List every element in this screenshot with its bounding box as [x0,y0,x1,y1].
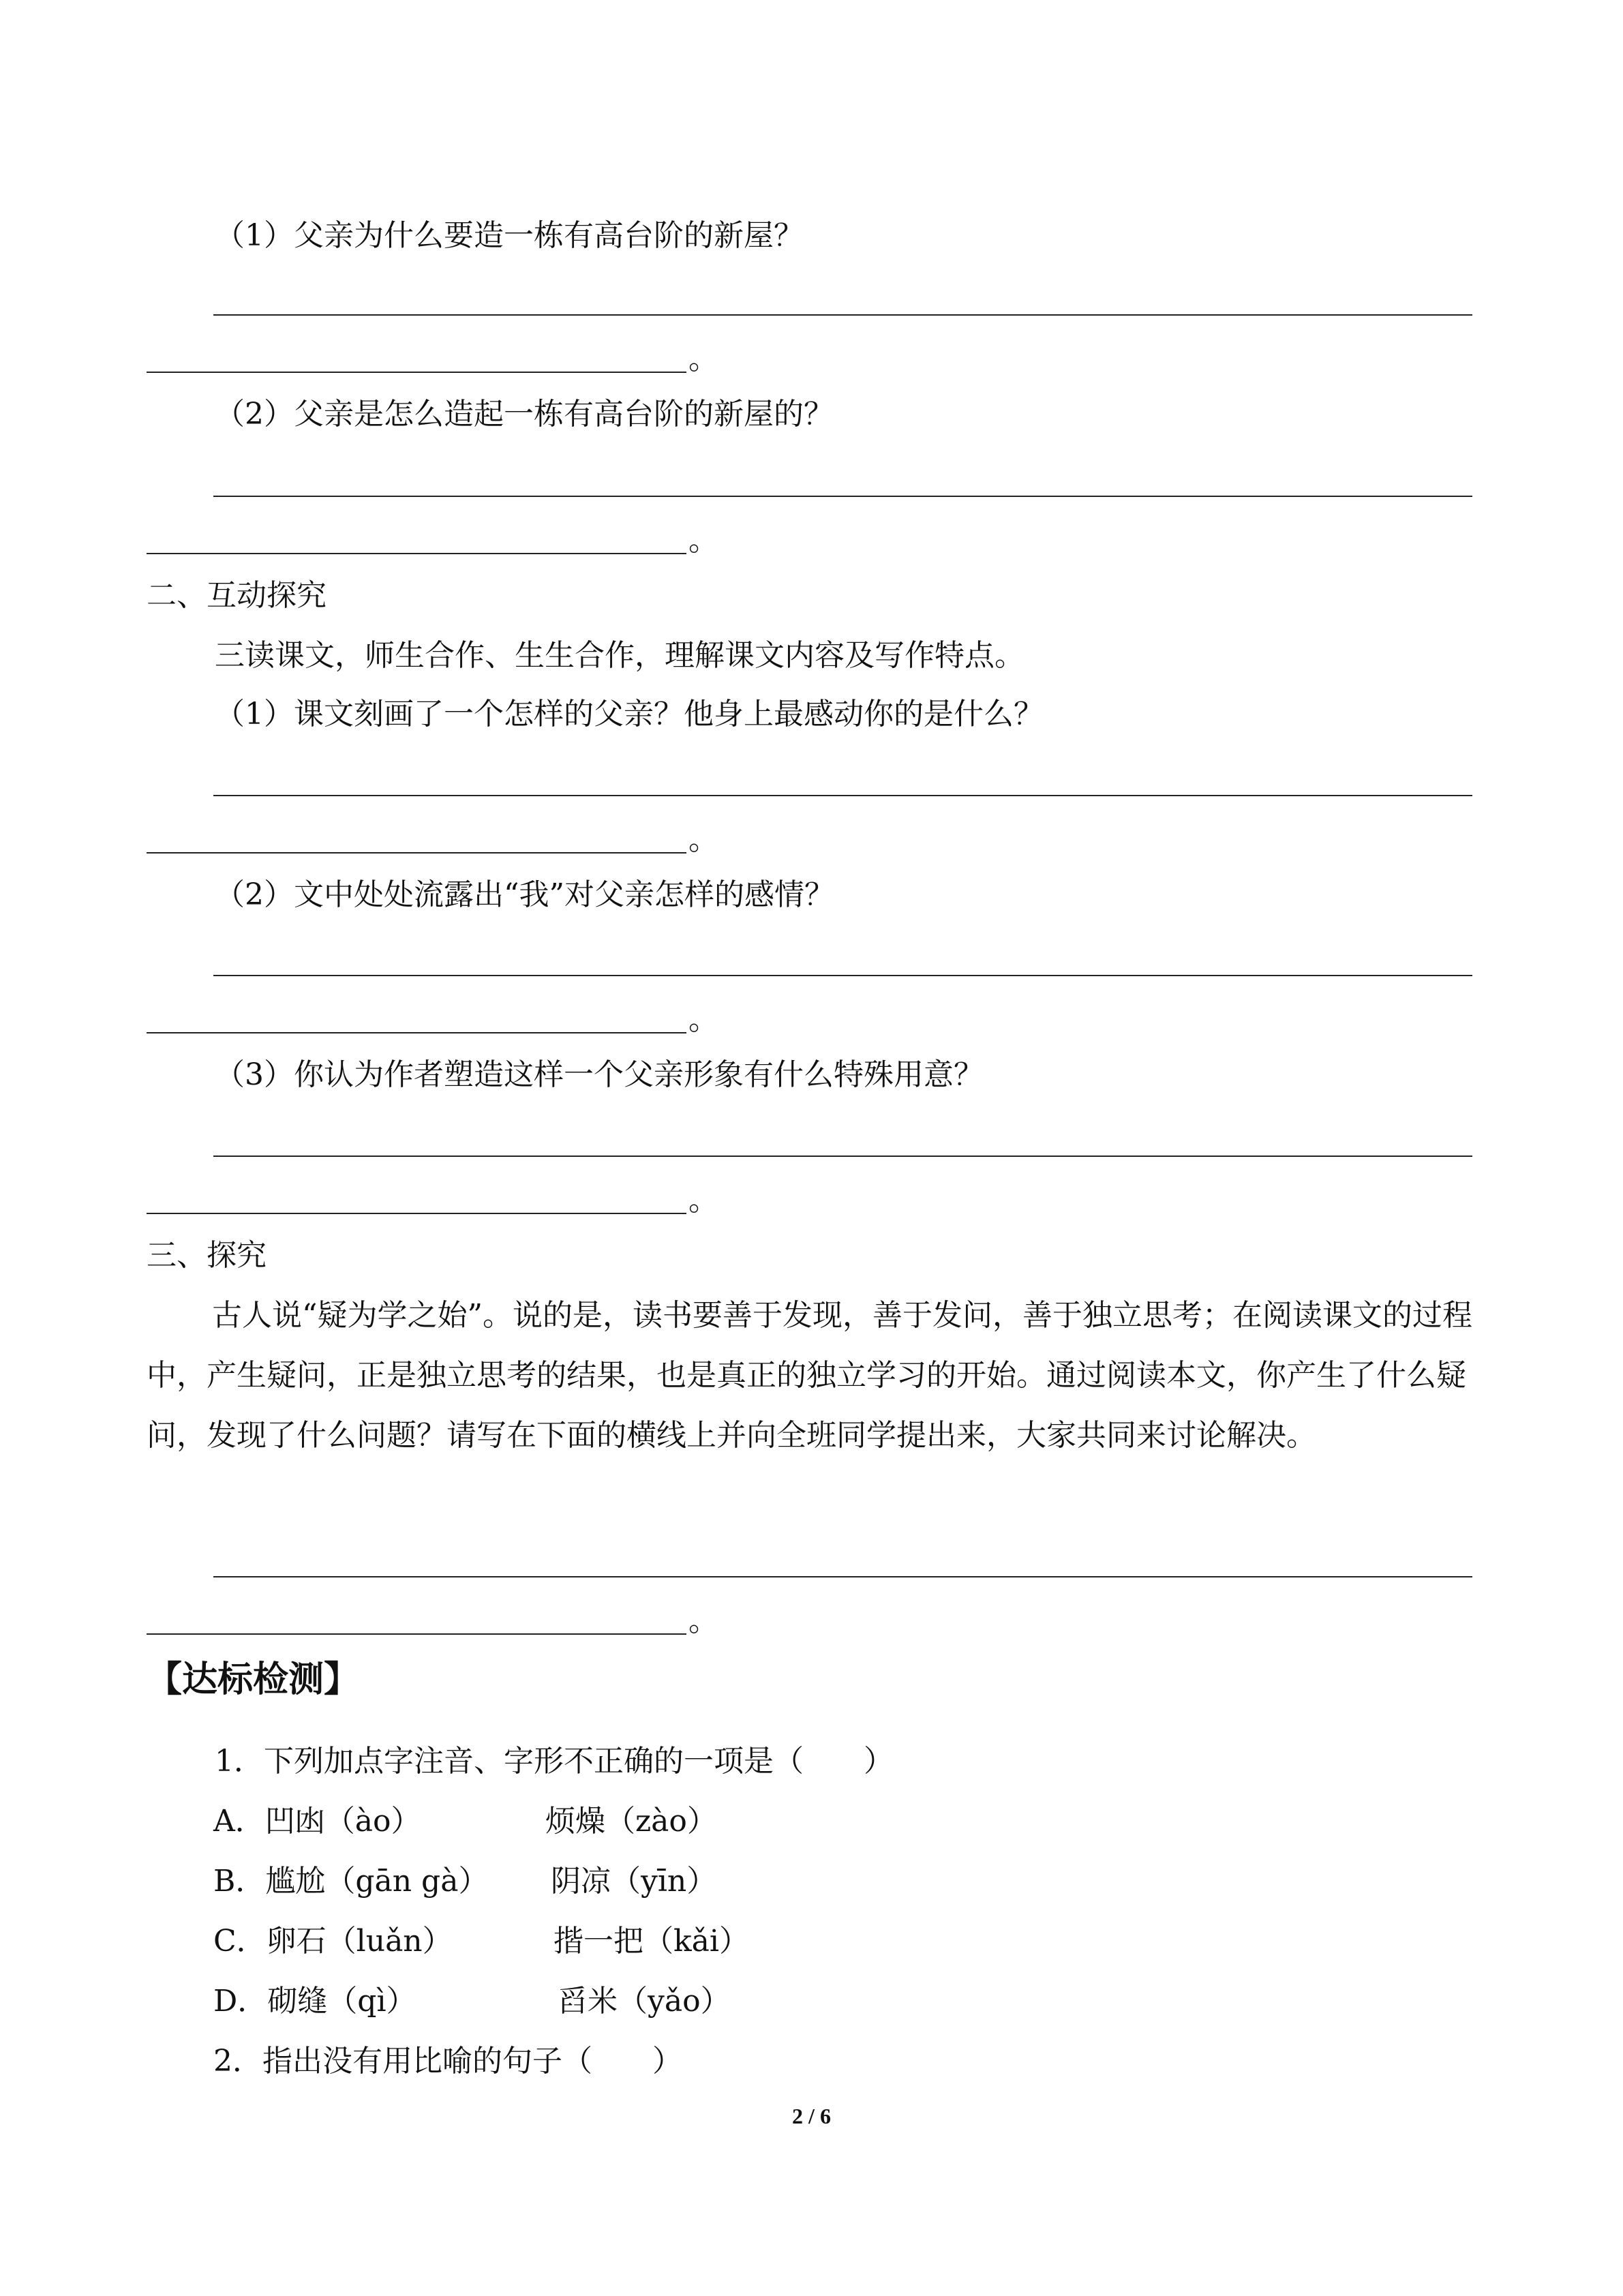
option-d-second: 舀米（yǎo） [558,1984,731,2019]
answer-end-mark: 。 [688,1183,718,1218]
question-2-1: （1）课文刻画了一个怎样的父亲？他身上最感动你的是什么？ [215,697,1044,731]
answer-line[interactable] [213,1576,1472,1577]
question-2-2: （2）文中处处流露出“我”对父亲怎样的感情？ [215,877,834,912]
answer-line[interactable] [213,795,1472,796]
page-number: 2 / 6 [792,2104,831,2128]
test-heading: 【达标检测】 [147,1659,360,1700]
option-a-second: 烦燥（zào） [545,1804,717,1839]
section-intro: 三读课文，师生合作、生生合作，理解课文内容及写作特点。 [215,638,1025,673]
answer-line[interactable] [147,852,686,854]
section-title-interactive: 二、互动探究 [147,578,327,613]
explore-paragraph: 古人说“疑为学之始”。说的是，读书要善于发现，善于发问，善于独立思考；在阅读课文的过程中，产生疑问，正是独立思考的结果，也是真正的独立学习的开始。通过阅读本文，你产生了什么疑问，发现了什么问题？请写在下面的横线上并向全班同学提出来，大家共同来讨论解决。 [147,1298,1472,1453]
option-b-second: 阴凉（yīn） [551,1864,717,1899]
option-a: A．凹凼（ào） [213,1804,421,1839]
answer-end-mark: 。 [688,342,718,376]
question-2-3: （3）你认为作者塑造这样一个父亲形象有什么特殊用意？ [215,1057,984,1092]
answer-line[interactable] [147,553,686,554]
answer-end-mark: 。 [688,822,718,857]
question-1-1: （1）父亲为什么要造一栋有高台阶的新屋？ [215,218,804,253]
answer-line[interactable] [213,496,1472,497]
answer-line[interactable] [213,975,1472,976]
answer-end-mark: 。 [688,523,718,558]
test-question-1: 1．下列加点字注音、字形不正确的一项是（ ） [215,1744,894,1779]
option-c: C．卵石（luǎn） [213,1924,453,1959]
option-d: D．砌缝（qì） [213,1984,416,2019]
question-1-2: （2）父亲是怎么造起一栋有高台阶的新屋的？ [215,397,834,432]
answer-end-mark: 。 [688,1603,718,1638]
answer-line[interactable] [147,1213,686,1214]
answer-line[interactable] [213,314,1472,316]
option-b: B．尴尬（gān gà） [213,1864,489,1899]
answer-line[interactable] [147,1032,686,1033]
answer-line[interactable] [147,372,686,373]
answer-line[interactable] [213,1155,1472,1157]
option-c-second: 揩一把（kǎi） [553,1924,749,1959]
section-title-explore: 三、探究 [147,1238,267,1273]
test-question-2: 2．指出没有用比喻的句子（ ） [213,2044,682,2079]
answer-line[interactable] [147,1633,686,1635]
answer-end-mark: 。 [688,1002,718,1037]
